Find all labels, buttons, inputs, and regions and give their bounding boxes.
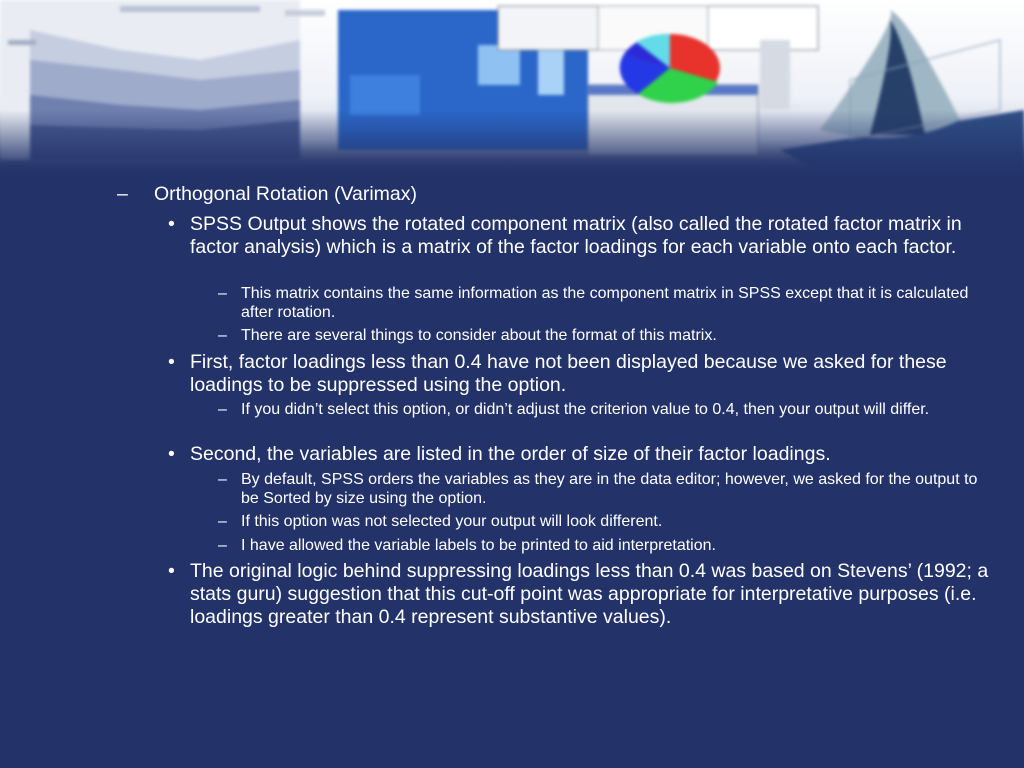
sub-bullet-text: I have allowed the variable labels to be printed to aid interpretation. [241, 537, 716, 554]
sub-bullet-text: This matrix contains the same information as the component matrix in SPSS except that it is calculated after rotation. [241, 285, 969, 321]
bullet-marker: • [168, 351, 175, 373]
sub-bullet-marker: – [218, 401, 227, 418]
bullet-text: Second, the variables are listed in the order of size of their factor loadings. [190, 443, 831, 465]
sub-bullet-marker: – [218, 537, 227, 554]
bullet-marker: • [168, 560, 175, 582]
sub-bullet-marker: – [218, 471, 227, 488]
bullet-text: First, factor loadings less than 0.4 have not been displayed because we asked for these loadings to be suppressed using the option. [190, 351, 947, 396]
banner-fade [0, 110, 1024, 178]
bullet-text: The original logic behind suppressing loadings less than 0.4 was based on Stevens’ (1992; a stats guru) suggestion that this cut-off point was appropriate for interpretative purposes (i.e. loadings greater than 0.4 represent substantive values). [190, 560, 989, 628]
bullet-marker: • [168, 443, 175, 465]
sub-bullet-text: By default, SPSS orders the variables as they are in the data editor; however, we asked for the output to be Sorted by size using the option. [241, 471, 978, 507]
bullet-text: SPSS Output shows the rotated component matrix (also called the rotated factor matrix in factor analysis) which is a matrix of the factor loadings for each variable onto each factor. [190, 213, 962, 258]
sub-bullet-text: If you didn’t select this option, or didn’t adjust the criterion value to 0.4, then your output will differ. [241, 401, 930, 418]
decorative-banner-collage [0, 0, 1024, 178]
heading-text: Orthogonal Rotation (Varimax) [154, 183, 418, 205]
heading-dash-marker: – [117, 183, 128, 205]
sub-bullet-marker: – [218, 513, 227, 530]
bullet-marker: • [168, 213, 175, 235]
sub-bullet-text: If this option was not selected your output will look different. [241, 513, 663, 530]
sub-bullet-marker: – [218, 285, 227, 302]
sub-bullet-marker: – [218, 327, 227, 344]
sub-bullet-text: There are several things to consider about the format of this matrix. [241, 327, 717, 344]
